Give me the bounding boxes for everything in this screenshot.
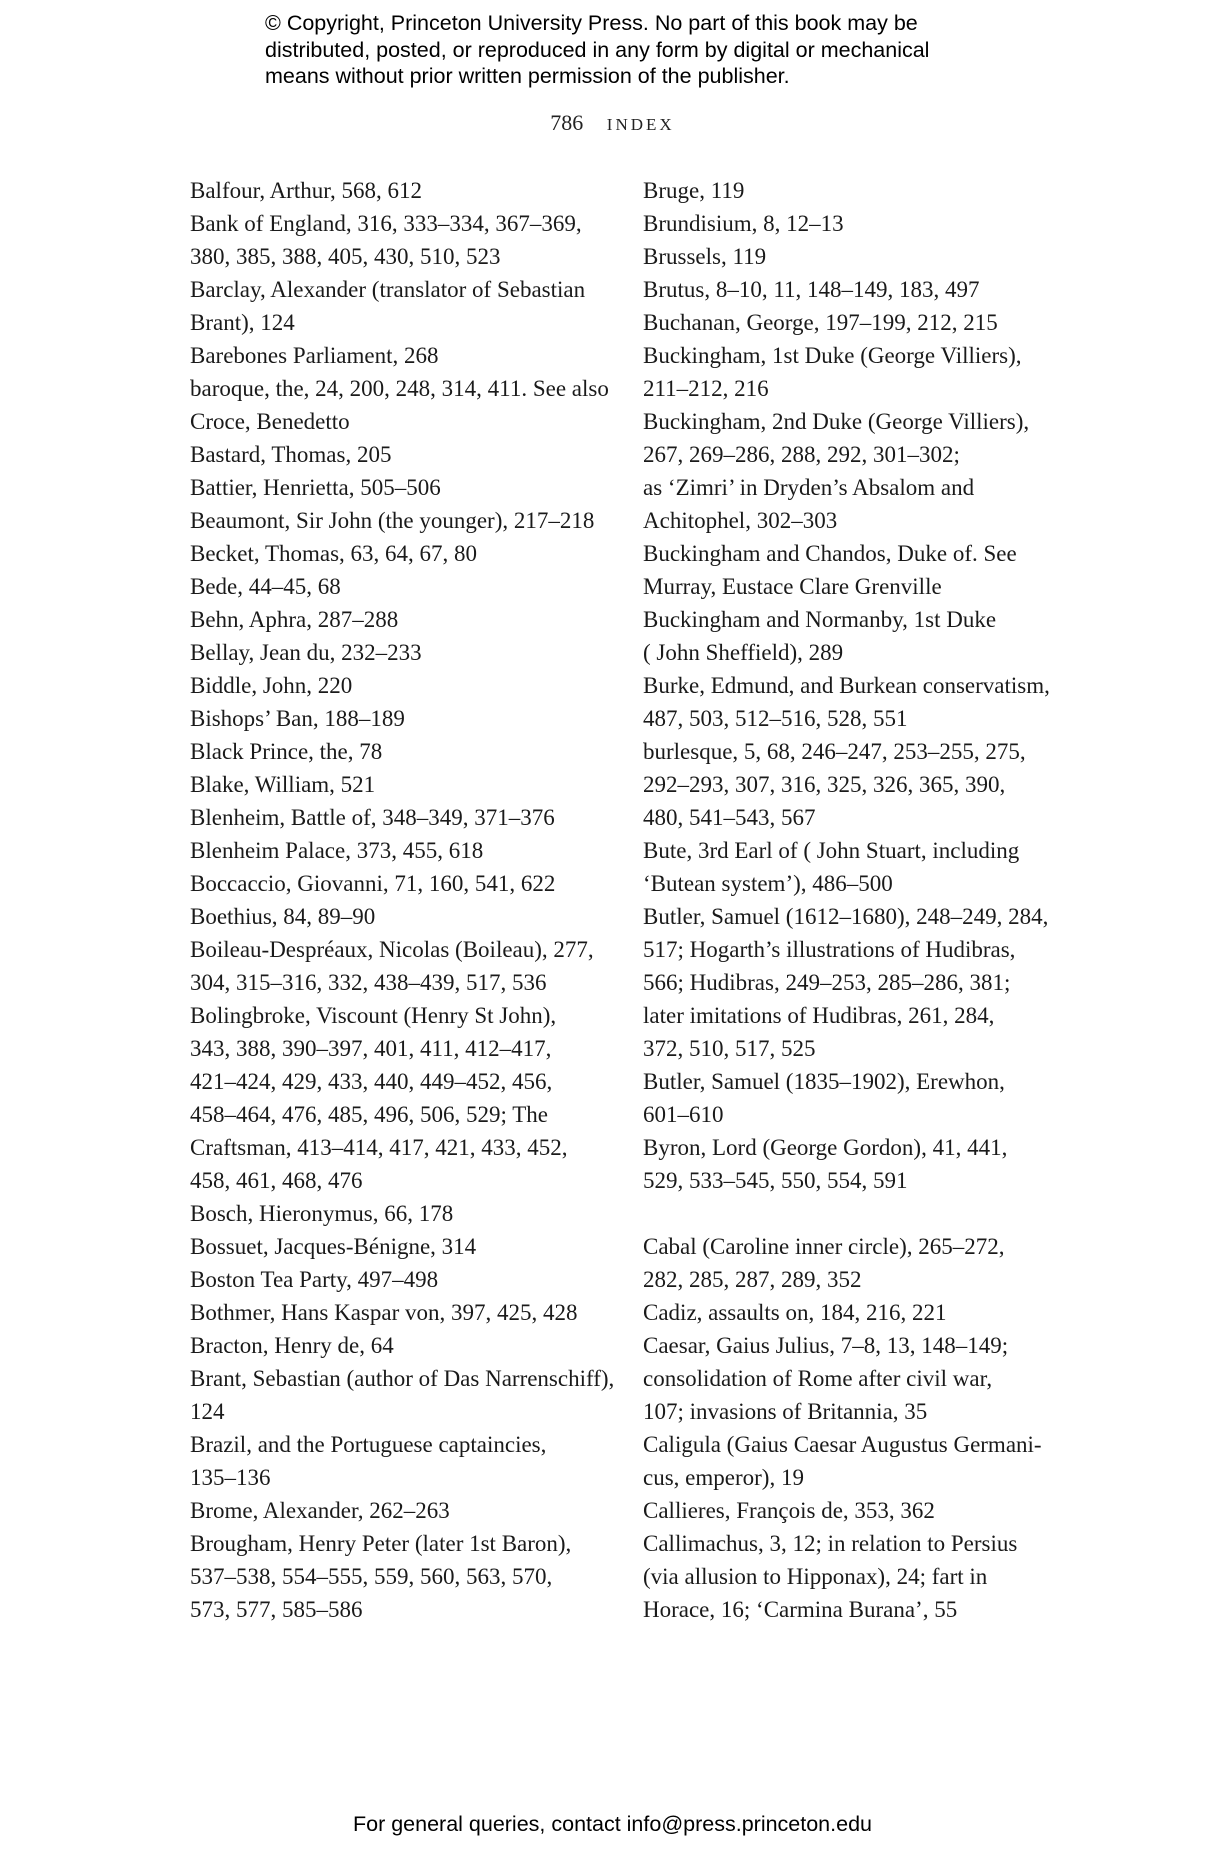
index-entry [643,1494,1063,1527]
index-entry [643,603,1063,669]
index-entry [643,306,1063,339]
index-entry-line: 343, 388, 390–397, 401, 411, 412–417, [190,1036,552,1061]
footer-contact: For general queries, contact info@press.princeton.edu [352,1812,872,1836]
index-entry-line: Boccaccio, Giovanni, 71, 160, 541, 622 [190,871,556,896]
index-entry [190,1263,610,1296]
index-entry [643,405,1063,537]
index-entry-line: 537–538, 554–555, 559, 560, 563, 570, [190,1564,553,1589]
index-entry-line: Bracton, Henry de, 64 [190,1333,394,1358]
index-entry-line: Brant), 124 [190,310,295,335]
index-entry [643,339,1063,405]
index-entry [643,834,1063,900]
index-entry-line: Becket, Thomas, 63, 64, 67, 80 [190,541,478,566]
index-entry [190,801,610,834]
index-entry-line: 380, 385, 388, 405, 430, 510, 523 [190,244,501,269]
copyright-line: distributed, posted, or reproduced in any form by digital or mechanical [265,37,930,62]
index-entry-line: Buckingham, 1st Duke (George Villiers), [643,343,1022,368]
index-entry-line: 372, 510, 517, 525 [643,1036,816,1061]
index-entry-line: Caesar, Gaius Julius, 7–8, 13, 148–149; [643,1333,1009,1358]
index-entry-line: Horace, 16; ‘Carmina Burana’, 55 [643,1597,958,1622]
index-entry-line: Bosch, Hieronymus, 66, 178 [190,1201,454,1226]
index-entry-line: Butler, Samuel (1612–1680), 248–249, 284, [643,904,1049,929]
index-entry [643,537,1063,603]
index-entry [190,1197,610,1230]
index-entry-line: baroque, the, 24, 200, 248, 314, 411. See also [190,376,609,401]
copyright-line: means without prior written permission of the publisher. [265,64,790,88]
running-head [0,110,1225,137]
index-entry-line: Byron, Lord (George Gordon), 41, 441, [643,1135,1008,1160]
index-entry-line: burlesque, 5, 68, 246–247, 253–255, 275, [643,739,1026,764]
index-entry-line: Buckingham, 2nd Duke (George Villiers), [643,409,1030,434]
index-entry [643,273,1063,306]
index-entry-line: Brutus, 8–10, 11, 148–149, 183, 497 [643,277,980,302]
index-entry-line: Boileau-Despréaux, Nicolas (Boileau), 277, [190,937,594,962]
index-entry [190,702,610,735]
index-entry-line: ( John Sheffield), 289 [643,640,844,665]
index-entry [190,339,610,372]
index-entry-line: 480, 541–543, 567 [643,805,816,830]
index-entry-line: Blenheim, Battle of, 348–349, 371–376 [190,805,555,830]
index-entry-line: 573, 577, 585–586 [190,1597,363,1622]
index-column-left [190,174,615,1626]
index-entry-line: (via allusion to Hipponax), 24; fart in [643,1564,988,1589]
index-entry-line: cus, emperor), 19 [643,1465,804,1490]
index-entry-line: 292–293, 307, 316, 325, 326, 365, 390, [643,772,1006,797]
index-entry-line: Brussels, 119 [643,244,767,269]
index-entry [190,537,610,570]
index-entry [190,1230,610,1263]
index-entry [190,174,610,207]
index-entry-line: Brundisium, 8, 12–13 [643,211,844,236]
index-entry-line: Bastard, Thomas, 205 [190,442,392,467]
index-entry-line: Brant, Sebastian (author of Das Narrenschiff), [190,1366,615,1391]
index-entry [643,1065,1063,1131]
index-entry [190,1329,610,1362]
index-entry [643,669,1063,735]
index-entry [190,834,610,867]
index-entry-line: Craftsman, 413–414, 417, 421, 433, 452, [190,1135,568,1160]
copyright-line: © Copyright, Princeton University Press. No part of this book may be [265,11,918,35]
copyright-notice [265,10,1025,90]
index-entry-line: Bede, 44–45, 68 [190,574,341,599]
index-entry [643,207,1063,240]
index-entry-line: Blake, William, 521 [190,772,376,797]
index-entry [190,669,610,702]
index-entry-line: 421–424, 429, 433, 440, 449–452, 456, [190,1069,553,1094]
index-entry [643,1527,1063,1626]
index-entry [190,1428,610,1494]
index-entry [190,735,610,768]
index-entry [643,900,1063,1065]
index-entry-line: Battier, Henrietta, 505–506 [190,475,441,500]
index-entry-line: Cabal (Caroline inner circle), 265–272, [643,1234,1005,1259]
index-entry-line: 304, 315–316, 332, 438–439, 517, 536 [190,970,547,995]
index-entry-line: Croce, Benedetto [190,409,350,434]
index-entry [643,1230,1063,1296]
index-entry-line: Bruge, 119 [643,178,745,203]
index-entry-line: Bothmer, Hans Kaspar von, 397, 425, 428 [190,1300,578,1325]
index-entry-line: Boston Tea Party, 497–498 [190,1267,439,1292]
index-entry [190,504,610,537]
index-entry [190,933,610,999]
index-entry-line: 211–212, 216 [643,376,769,401]
index-entry-line: Black Prince, the, 78 [190,739,383,764]
index-entry-line: Callimachus, 3, 12; in relation to Persius [643,1531,1018,1556]
index-entry-line: 107; invasions of Britannia, 35 [643,1399,928,1424]
index-entry-line: Behn, Aphra, 287–288 [190,607,399,632]
index-entry-line: Cadiz, assaults on, 184, 216, 221 [643,1300,947,1325]
index-entry [190,1494,610,1527]
section-title: index [606,110,675,136]
index-entry [643,1428,1063,1494]
index-entry-line: Bank of England, 316, 333–334, 367–369, [190,211,582,236]
index-entry-line: later imitations of Hudibras, 261, 284, [643,1003,995,1028]
index-entry-line: 517; Hogarth’s illustrations of Hudibras, [643,937,1016,962]
index-entry-line: Beaumont, Sir John (the younger), 217–218 [190,508,595,533]
index-entry [190,570,610,603]
index-entry [190,636,610,669]
index-entry-line: Brome, Alexander, 262–263 [190,1498,450,1523]
index-entry-line: 601–610 [643,1102,724,1127]
index-entry-line: Murray, Eustace Clare Grenville [643,574,942,599]
index-entry [190,1527,610,1626]
index-entry-line: consolidation of Rome after civil war, [643,1366,993,1391]
index-entry-line: 267, 269–286, 288, 292, 301–302; [643,442,960,467]
index-entry-line: Bute, 3rd Earl of ( John Stuart, including [643,838,1020,863]
index-entry-line: Buckingham and Normanby, 1st Duke [643,607,997,632]
index-entry-line: 135–136 [190,1465,271,1490]
index-entry [190,768,610,801]
index-entry [643,735,1063,834]
index-entry-line: Brougham, Henry Peter (later 1st Baron), [190,1531,572,1556]
index-entry-line: Brazil, and the Portuguese captaincies, [190,1432,547,1457]
index-entry [643,174,1063,207]
index-entry-line: Burke, Edmund, and Burkean conservatism, [643,673,1050,698]
index-entry-line: Bellay, Jean du, 232–233 [190,640,422,665]
index-entry-line: 124 [190,1399,225,1424]
index-entry-line: Bossuet, Jacques-Bénigne, 314 [190,1234,477,1259]
index-entry-line: Buchanan, George, 197–199, 212, 215 [643,310,998,335]
index-entry-line: Callieres, François de, 353, 362 [643,1498,935,1523]
index-entry [190,438,610,471]
index-entry-line: Balfour, Arthur, 568, 612 [190,178,422,203]
index-entry [190,603,610,636]
index-entry [190,1296,610,1329]
index-entry [190,471,610,504]
index-entry-line: 487, 503, 512–516, 528, 551 [643,706,908,731]
index-entry [643,1296,1063,1329]
index-entry-line: ‘Butean system’), 486–500 [643,871,893,896]
index-entry-line: Buckingham and Chandos, Duke of. See [643,541,1017,566]
index-entry-line: 529, 533–545, 550, 554, 591 [643,1168,908,1193]
index-entry [190,372,610,438]
index-entry-line: Boethius, 84, 89–90 [190,904,376,929]
index-entry [190,900,610,933]
page-number: 786 [550,110,584,135]
index-entry-line: Barclay, Alexander (translator of Sebastian [190,277,586,302]
index-entry-line: 566; Hudibras, 249–253, 285–286, 381; [643,970,1011,995]
index-entry-line: 458–464, 476, 485, 496, 506, 529; The [190,1102,548,1127]
index-entry [190,207,610,273]
index-entry-line: Biddle, John, 220 [190,673,353,698]
index-entry [190,273,610,339]
index-entry [190,1362,615,1428]
index-entry-line: as ‘Zimri’ in Dryden’s Absalom and [643,475,975,500]
index-entry-line: Butler, Samuel (1835–1902), Erewhon, [643,1069,1005,1094]
index-column-right [643,174,1063,1626]
index-entry-line: Achitophel, 302–303 [643,508,838,533]
index-entry [643,240,1063,273]
index-entry-line: 282, 285, 287, 289, 352 [643,1267,862,1292]
index-entry [643,1329,1063,1428]
index-entry-line: 458, 461, 468, 476 [190,1168,363,1193]
index-entry-line: Barebones Parliament, 268 [190,343,439,368]
index-entry-line: Bishops’ Ban, 188–189 [190,706,405,731]
index-entry [190,999,610,1197]
index-entry-line: Caligula (Gaius Caesar Augustus Germani- [643,1432,1042,1457]
index-entry [190,867,610,900]
index-entry-line: Blenheim Palace, 373, 455, 618 [190,838,484,863]
index-entry [643,1131,1063,1197]
index-entry-line: Bolingbroke, Viscount (Henry St John), [190,1003,557,1028]
